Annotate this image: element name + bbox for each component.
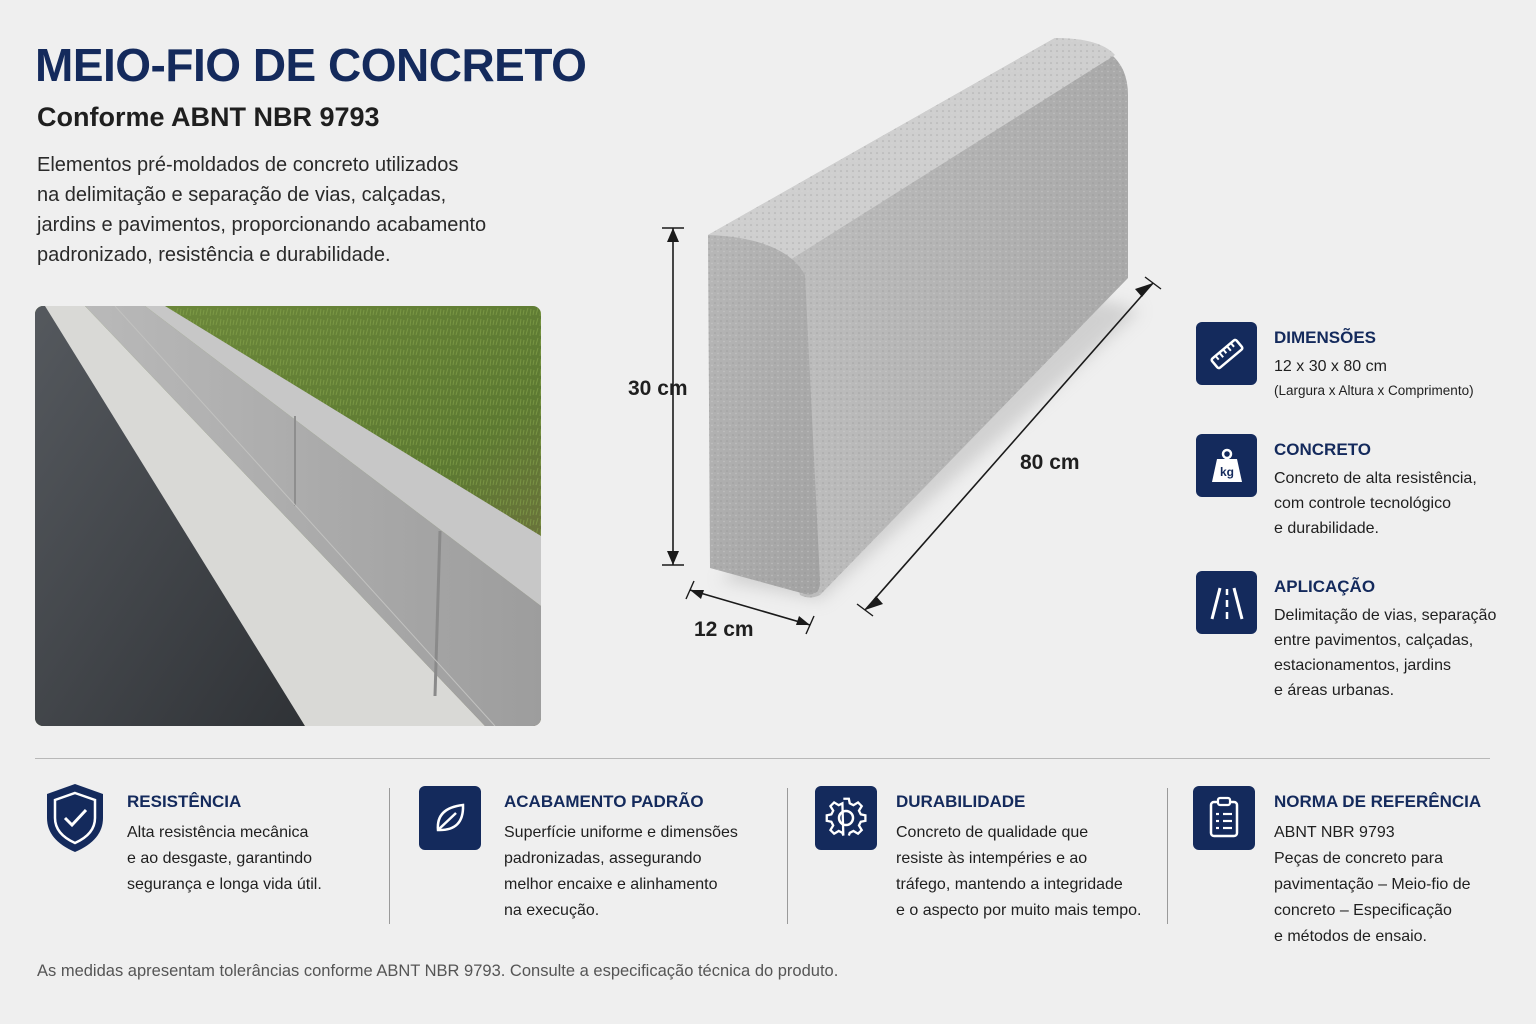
spec-text xyxy=(1274,603,1534,703)
feature-title: ACABAMENTO PADRÃO xyxy=(504,792,704,811)
feature-title: RESISTÊNCIA xyxy=(127,792,242,811)
ruler-icon xyxy=(1196,322,1257,385)
page-subtitle: Conforme ABNT NBR 9793 xyxy=(37,102,380,132)
feature-line: concreto – Especificação xyxy=(1274,902,1452,919)
feature-line: e o aspecto por muito mais tempo. xyxy=(896,902,1142,919)
length-dimension-label: 80 cm xyxy=(1020,451,1080,474)
feature-line: Concreto de qualidade que xyxy=(896,824,1089,841)
spec-line: estacionamentos, jardins xyxy=(1274,657,1451,674)
feature-title: NORMA DE REFERÊNCIA xyxy=(1274,792,1482,811)
feature-text xyxy=(896,820,1186,924)
feature-line: tráfego, mantendo a integridade xyxy=(896,876,1123,893)
feature-line: padronizadas, assegurando xyxy=(504,850,702,867)
feature-line: Alta resistência mecânica xyxy=(127,824,309,841)
intro-line: jardins e pavimentos, proporcionando acabamento xyxy=(37,214,487,236)
spec-note: (Largura x Altura x Comprimento) xyxy=(1274,383,1474,398)
spec-line: Concreto de alta resistência, xyxy=(1274,470,1477,487)
feature-separator xyxy=(389,788,390,924)
spec-line: Delimitação de vias, separação xyxy=(1274,607,1497,624)
feature-text xyxy=(1274,820,1529,950)
spec-line: com controle tecnológico xyxy=(1274,495,1451,512)
spec-value: 12 x 30 x 80 cm xyxy=(1274,358,1387,375)
feature-text xyxy=(127,820,367,898)
feature-line: pavimentação – Meio-fio de xyxy=(1274,876,1471,893)
intro-text xyxy=(37,150,537,270)
feature-line: Superfície uniforme e dimensões xyxy=(504,824,738,841)
feature-line: segurança e longa vida útil. xyxy=(127,876,322,893)
road-icon xyxy=(1196,571,1257,634)
feature-line: na execução. xyxy=(504,902,600,919)
weight-kg-icon xyxy=(1196,434,1257,497)
feature-title: DURABILIDADE xyxy=(896,792,1026,811)
spec-title: CONCRETO xyxy=(1274,440,1371,459)
intro-line: na delimitação e separação de vias, calçadas, xyxy=(37,184,447,206)
spec-line: e áreas urbanas. xyxy=(1274,682,1395,699)
installed-curb-photo xyxy=(35,306,541,726)
feature-line: ABNT NBR 9793 xyxy=(1274,824,1395,841)
spec-title: DIMENSÕES xyxy=(1274,328,1377,347)
width-dimension-label: 12 cm xyxy=(694,618,754,641)
clipboard-icon xyxy=(1193,786,1255,850)
footer-note: As medidas apresentam tolerâncias conforme ABNT NBR 9793. Consulte a especificação técnica do produto. xyxy=(37,962,839,980)
feature-text xyxy=(504,820,784,924)
intro-line: Elementos pré-moldados de concreto utilizados xyxy=(37,154,459,176)
feature-separator xyxy=(1167,788,1168,924)
feature-line: e métodos de ensaio. xyxy=(1274,928,1427,945)
spec-text xyxy=(1274,466,1534,541)
feature-line: Peças de concreto para xyxy=(1274,850,1443,867)
intro-line: padronizado, resistência e durabilidade. xyxy=(37,244,391,266)
feature-line: resiste às intempéries e ao xyxy=(896,850,1088,867)
gear-icon xyxy=(815,786,877,850)
section-divider xyxy=(35,758,1490,759)
height-dimension-label: 30 cm xyxy=(628,377,688,400)
page-title: MEIO-FIO DE CONCRETO xyxy=(35,39,587,91)
leaf-icon xyxy=(419,786,481,850)
svg-text:kg: kg xyxy=(1219,464,1234,479)
feature-line: melhor encaixe e alinhamento xyxy=(504,876,718,893)
spec-line: e durabilidade. xyxy=(1274,520,1379,537)
spec-title: APLICAÇÃO xyxy=(1274,577,1376,596)
spec-line: entre pavimentos, calçadas, xyxy=(1274,632,1474,649)
feature-separator xyxy=(787,788,788,924)
feature-line: e ao desgaste, garantindo xyxy=(127,850,313,867)
shield-check-icon xyxy=(44,786,106,850)
curb-dimension-diagram xyxy=(600,20,1180,680)
